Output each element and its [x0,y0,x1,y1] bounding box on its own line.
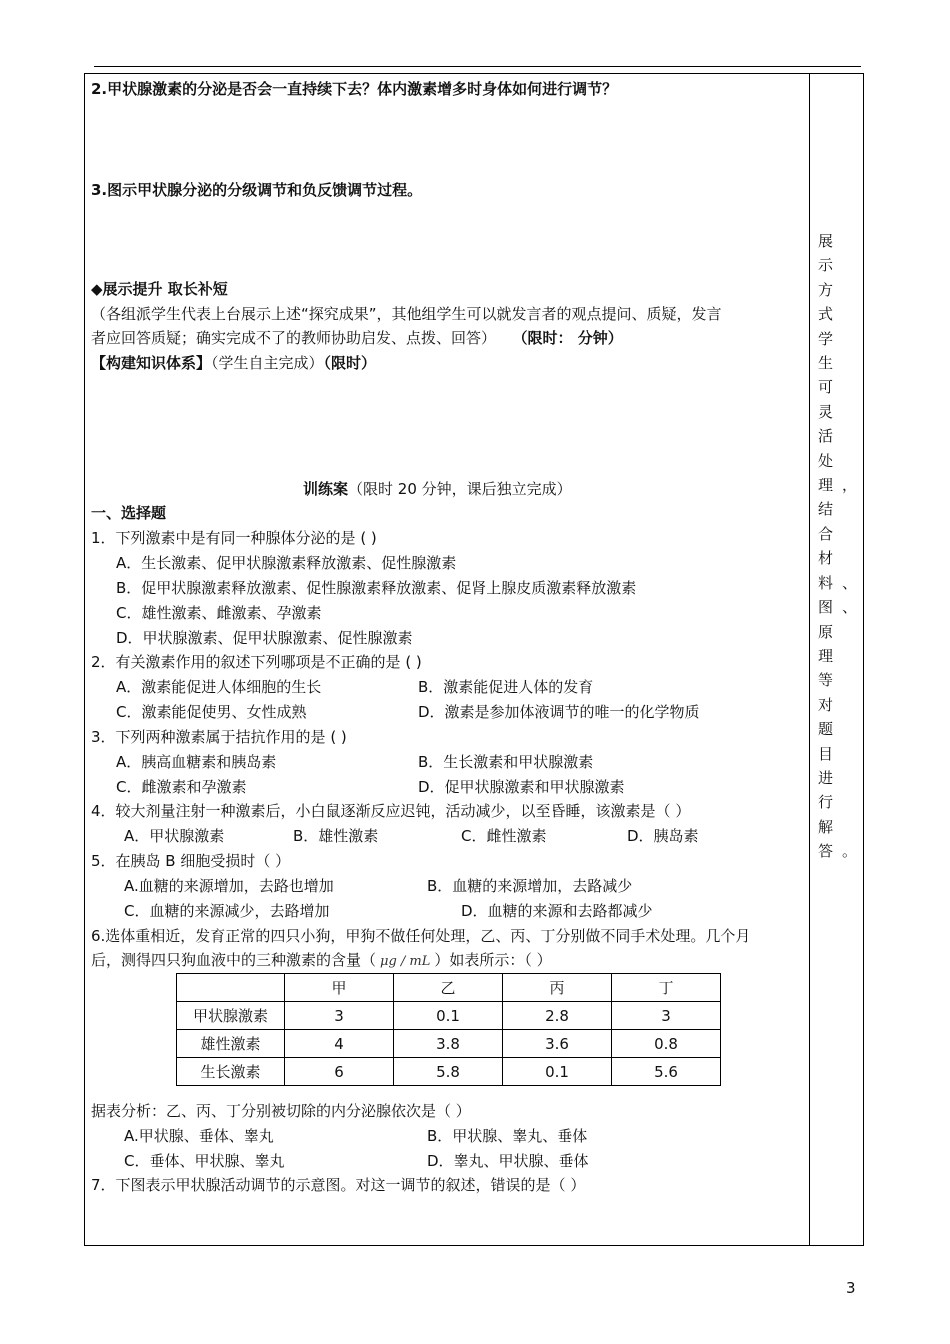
table-cell: 5.6 [612,1058,721,1086]
table-header-cell: 甲 [285,974,394,1002]
table-row [177,1002,721,1030]
q5-stem: 5．在胰岛 B 细胞受损时（ ） [91,852,291,870]
show-time-limit: （限时： 分钟） [520,329,623,347]
table-cell: 甲状腺激素 [177,1002,285,1030]
q1-option-a: A．生长激素、促甲状腺激素释放激素、促性腺激素 [116,554,457,572]
q3-option-a: A．胰高血糖素和胰岛素 [116,753,277,771]
table-row [177,1030,721,1058]
q4-option-b: B．雄性激素 [293,827,379,845]
table-cell: 3 [285,1002,394,1030]
show-body-line-2 [91,328,623,348]
q6-stem-line-2 [91,950,552,972]
knowledge-system-limit: （限时） [323,354,377,372]
show-body-text: 者应回答质疑；确实完成不了的教师协助启发、点拨、回答） [91,329,497,347]
q2-option-d: D．激素是参加体液调节的唯一的化学物质 [418,703,700,721]
q6-option-d: D．睾丸、甲状腺、垂体 [427,1152,589,1170]
section-choice-title: 一、选择题 [91,504,167,522]
table-cell: 0.1 [503,1058,612,1086]
table-cell: 生长激素 [177,1058,285,1086]
q6-stem-text: 后，测得四只狗血液中的三种激素的含量（ [91,951,377,969]
table-header-row [177,974,721,1002]
knowledge-system-title: 【构建知识体系】 [91,354,212,372]
q1-option-d: D．甲状腺激素、促甲状腺激素、促性腺激素 [116,629,413,647]
column-divider [809,73,810,1246]
q3-option-d: D．促甲状腺激素和甲状腺激素 [418,778,625,796]
show-section-title: ◆展示提升 取长补短 [91,280,228,298]
q3-option-c: C．雌激素和孕激素 [116,778,247,796]
q2-option-b: B．激素能促进人体的发育 [418,678,594,696]
table-cell: 3.6 [503,1030,612,1058]
table-cell: 2.8 [503,1002,612,1030]
question-3-heading: 3.图示甲状腺分泌的分级调节和负反馈调节过程。 [91,181,423,199]
side-note: 展示方式学生可灵活处理，结合材料、图、原理等对题目进行解答。 [818,232,867,861]
q5-option-b: B．血糖的来源增加，去路减少 [427,877,633,895]
table-cell: 3.8 [394,1030,503,1058]
q4-option-d: D．胰岛素 [627,827,699,845]
table-header-cell: 乙 [394,974,503,1002]
q6-stem-line-1: 6.选体重相近，发育正常的四只小狗，甲狗不做任何处理，乙、丙、丁分别做不同手术处理。几个月 [91,927,751,945]
knowledge-system-line [91,353,376,373]
q1-stem: 1．下列激素中是有同一种腺体分泌的是 ( ) [91,529,377,547]
q4-stem: 4．较大剂量注射一种激素后，小白鼠逐渐反应迟钝，活动减少，以至昏睡，该激素是（ ） [91,802,691,820]
q4-option-c: C．雌性激素 [461,827,547,845]
page-number: 3 [846,1279,856,1297]
training-note: （限时 20 分钟，课后独立完成） [348,480,572,498]
table-cell: 3 [612,1002,721,1030]
table-header-cell: 丙 [503,974,612,1002]
table-header-cell [177,974,285,1002]
knowledge-system-note: （学生自主完成） [211,354,324,372]
q7-stem: 7．下图表示甲状腺活动调节的示意图。对这一调节的叙述，错误的是（ ） [91,1176,586,1194]
q2-option-a: A．激素能促进人体细胞的生长 [116,678,322,696]
table-cell: 0.1 [394,1002,503,1030]
q6-unit: μg / mL [380,954,431,969]
q1-option-c: C．雄性激素、雌激素、孕激素 [116,604,322,622]
q3-stem: 3．下列两种激素属于拮抗作用的是 ( ) [91,728,347,746]
q4-option-a: A．甲状腺激素 [124,827,225,845]
q5-option-c: C．血糖的来源减少，去路增加 [124,902,330,920]
q2-option-c: C．激素能促使男、女性成熟 [116,703,307,721]
table-cell: 雄性激素 [177,1030,285,1058]
hormone-table [176,973,721,1086]
q6-option-a: A.甲状腺、垂体、睾丸 [124,1127,274,1145]
q2-stem: 2．有关激素作用的叙述下列哪项是不正确的是 ( ) [91,653,422,671]
q1-option-b: B．促甲状腺激素释放激素、促性腺激素释放激素、促肾上腺皮质激素释放激素 [116,579,637,597]
question-2-heading: 2.甲状腺激素的分泌是否会一直持续下去？体内激素增多时身体如何进行调节？ [91,80,618,98]
q6-analysis: 据表分析：乙、丙、丁分别被切除的内分泌腺依次是（ ） [91,1102,471,1120]
q3-option-b: B．生长激素和甲状腺激素 [418,753,594,771]
table-header-cell: 丁 [612,974,721,1002]
q5-option-d: D．血糖的来源和去路都减少 [461,902,653,920]
show-body-line-1: （各组派学生代表上台展示上述“探究成果”，其他组学生可以就发言者的观点提问、质疑，发言 [91,305,722,323]
q6-stem-tail: ）如表所示：（ ） [434,951,552,969]
training-title: 训练案 [303,480,349,498]
training-heading [303,479,572,499]
table-cell: 6 [285,1058,394,1086]
table-cell: 0.8 [612,1030,721,1058]
q5-option-a: A.血糖的来源增加，去路也增加 [124,877,334,895]
table-cell: 5.8 [394,1058,503,1086]
table-cell: 4 [285,1030,394,1058]
q6-option-c: C．垂体、甲状腺、睾丸 [124,1152,285,1170]
header-rule [94,66,861,67]
q6-option-b: B．甲状腺、睾丸、垂体 [427,1127,588,1145]
table-row [177,1058,721,1086]
